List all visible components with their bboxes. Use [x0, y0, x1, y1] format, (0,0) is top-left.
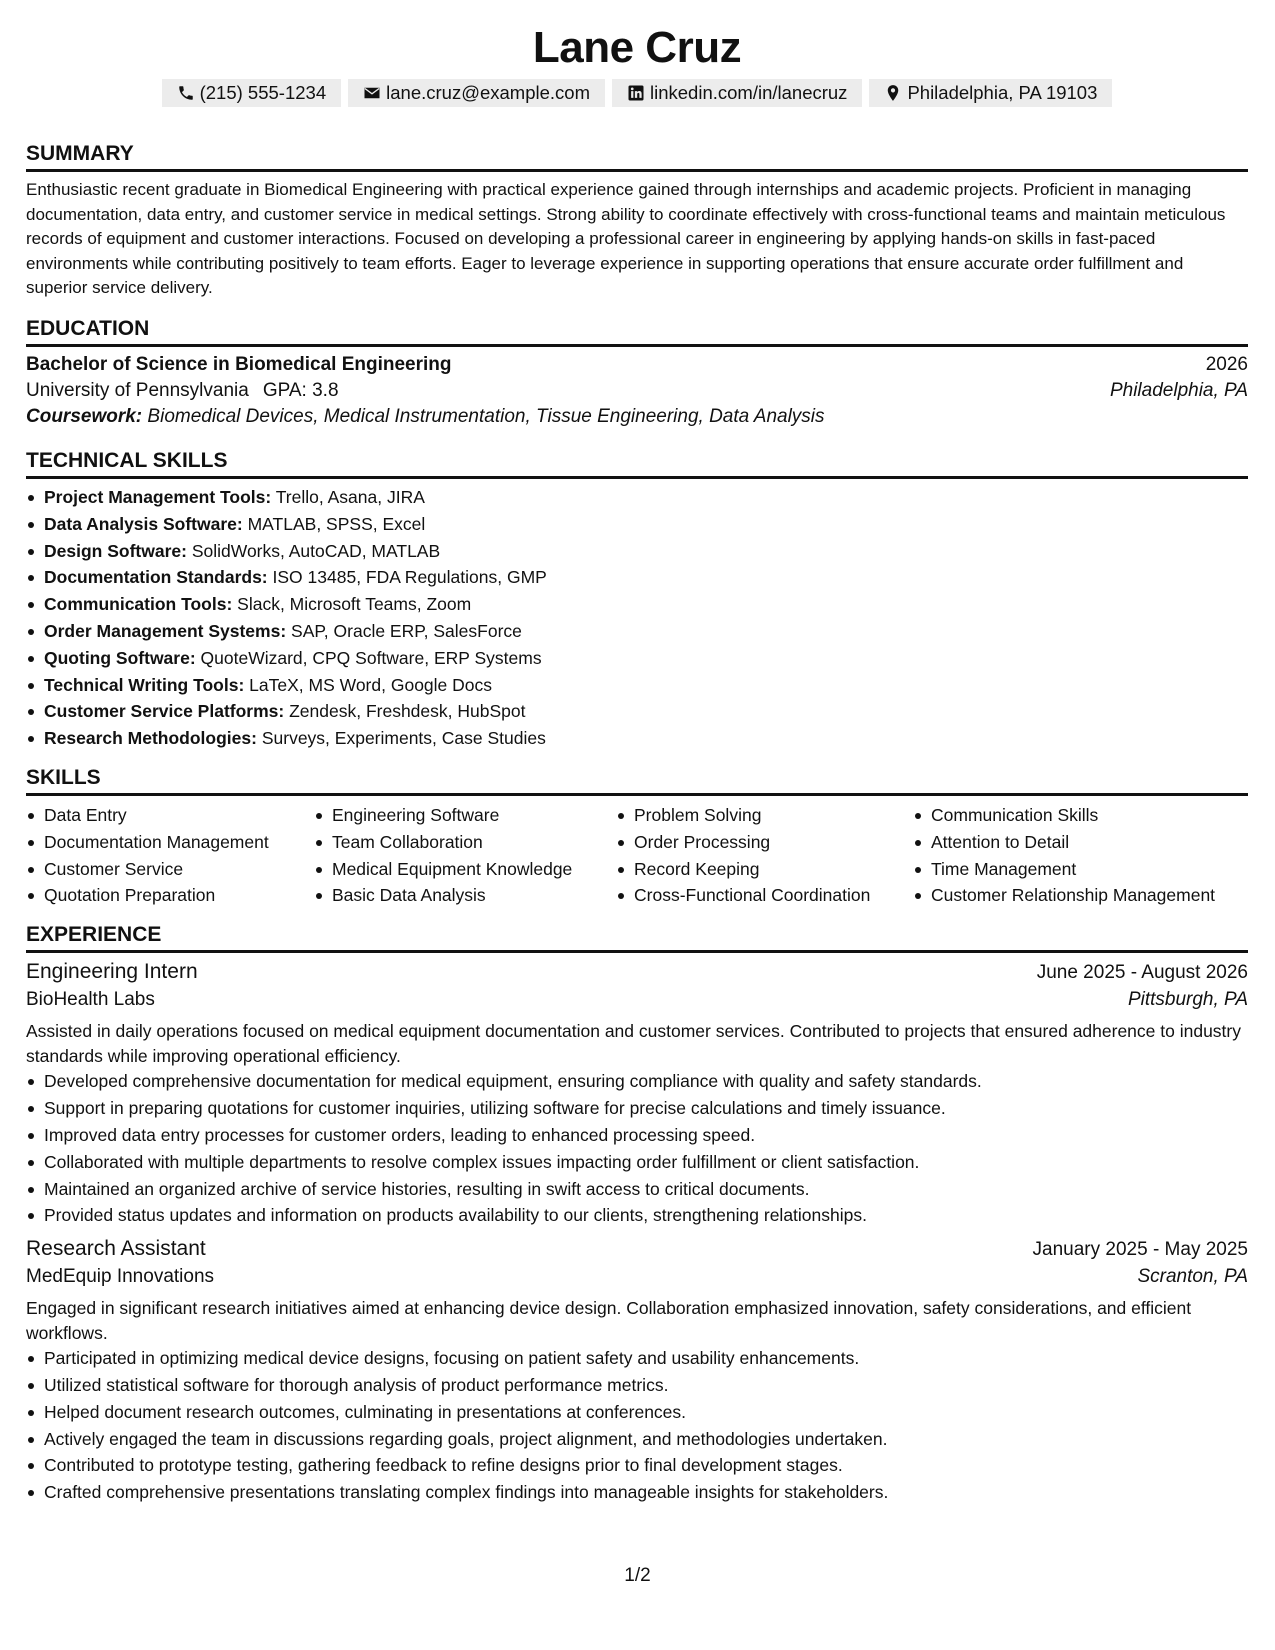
skill-values: QuoteWizard, CPQ Software, ERP Systems [200, 647, 542, 668]
skill-category: Customer Service Platforms: [44, 701, 285, 722]
coursework-label: Coursework: [26, 405, 143, 427]
experience-section [26, 922, 1248, 1506]
skill-category: Documentation Standards: [44, 567, 268, 588]
education-heading: EDUCATION [26, 316, 1248, 347]
location-text: Philadelphia, PA 19103 [907, 82, 1098, 103]
skill-category: Project Management Tools: [44, 486, 272, 507]
list-item [26, 645, 1248, 672]
coursework-list: Biomedical Devices, Medical Instrumentation, Tissue Engineering, Data Analysis [147, 405, 825, 427]
skills-heading: SKILLS [26, 765, 1248, 796]
skill-values: ISO 13485, FDA Regulations, GMP [272, 567, 547, 588]
skill-values: Trello, Asana, JIRA [275, 486, 425, 507]
list-item [26, 591, 1248, 618]
skill-category: Communication Tools: [44, 594, 233, 615]
school-location: Philadelphia, PA [1109, 379, 1248, 401]
education-section [26, 316, 1248, 428]
technical-skills-list [26, 484, 1248, 752]
list-item: Customer Relationship Management [913, 882, 1248, 909]
list-item: Customer Service [26, 856, 314, 883]
skill-category: Quoting Software: [44, 647, 196, 668]
linkedin-icon [627, 84, 645, 102]
list-item: Cross-Functional Coordination [616, 882, 913, 909]
contact-email[interactable] [348, 79, 605, 107]
skills-section [26, 765, 1248, 909]
phone-text: (215) 555-1234 [199, 82, 327, 103]
skill-values: SAP, Oracle ERP, SalesForce [291, 620, 522, 641]
list-item [26, 618, 1248, 645]
list-item: Time Management [913, 856, 1248, 883]
company-name: BioHealth Labs [26, 989, 155, 1011]
school-name: University of Pennsylvania [26, 379, 249, 401]
list-item [26, 484, 1248, 511]
skill-category: Design Software: [44, 540, 187, 561]
list-item: Contributed to prototype testing, gathering feedback to refine designs prior to final development stages. [26, 1452, 1248, 1479]
list-item: Record Keeping [616, 856, 913, 883]
job-entry [26, 960, 1248, 1229]
list-item [26, 725, 1248, 752]
linkedin-text: linkedin.com/in/lanecruz [650, 82, 848, 103]
job-description: Engaged in significant research initiatives aimed at enhancing device design. Collaboration emphasized innovation, safety considerations, and efficient workflows. [26, 1298, 1192, 1343]
skills-grid [26, 802, 1248, 909]
company-name: MedEquip Innovations [26, 1266, 215, 1288]
summary-section [26, 141, 1248, 301]
list-item: Collaborated with multiple departments to resolve complex issues impacting order fulfillment or client satisfaction. [26, 1149, 1248, 1176]
list-item: Actively engaged the team in discussions regarding goals, project alignment, and methodologies undertaken. [26, 1426, 1248, 1453]
skill-category: Technical Writing Tools: [44, 674, 245, 695]
skill-values: MATLAB, SPSS, Excel [247, 513, 426, 534]
job-title-row [26, 1237, 1248, 1261]
envelope-icon [363, 84, 381, 102]
list-item [26, 564, 1248, 591]
list-item: Quotation Preparation [26, 882, 314, 909]
education-school-row [26, 380, 1248, 402]
list-item: Improved data entry processes for customer orders, leading to enhanced processing speed. [26, 1122, 1248, 1149]
contact-bar [26, 79, 1248, 107]
job-company-row [26, 989, 1248, 1011]
job-dates: January 2025 - May 2025 [1032, 1239, 1248, 1261]
job-title: Engineering Intern [26, 960, 198, 984]
list-item: Documentation Management [26, 829, 314, 856]
skill-values: SolidWorks, AutoCAD, MATLAB [191, 540, 441, 561]
summary-heading: SUMMARY [26, 141, 1248, 172]
technical-skills-heading: TECHNICAL SKILLS [26, 448, 1248, 479]
list-item: Maintained an organized archive of service histories, resulting in swift access to critical documents. [26, 1176, 1248, 1203]
list-item: Helped document research outcomes, culminating in presentations at conferences. [26, 1399, 1248, 1426]
list-item [26, 672, 1248, 699]
job-bullets [26, 1345, 1248, 1506]
list-item: Support in preparing quotations for customer inquiries, utilizing software for precise calculations and timely issuance. [26, 1095, 1248, 1122]
job-company-row [26, 1266, 1248, 1288]
list-item: Order Processing [616, 829, 913, 856]
candidate-name: Lane Cruz [532, 23, 742, 72]
map-pin-icon [884, 84, 902, 102]
skill-values: Surveys, Experiments, Case Studies [261, 728, 546, 749]
resume-page [26, 22, 1248, 1506]
experience-heading: EXPERIENCE [26, 922, 1248, 953]
school-line [26, 380, 339, 402]
job-title: Research Assistant [26, 1237, 206, 1261]
list-item: Basic Data Analysis [314, 882, 616, 909]
list-item [26, 698, 1248, 725]
list-item: Provided status updates and information on products availability to our clients, strengthening relationships. [26, 1202, 1248, 1229]
skills-column-3 [616, 802, 913, 909]
list-item: Medical Equipment Knowledge [314, 856, 616, 883]
job-location: Pittsburgh, PA [1127, 989, 1248, 1011]
list-item [26, 538, 1248, 565]
contact-location [869, 79, 1112, 107]
job-dates: June 2025 - August 2026 [1036, 962, 1248, 984]
skills-column-2 [314, 802, 616, 909]
list-item: Utilized statistical software for thorough analysis of product performance metrics. [26, 1372, 1248, 1399]
job-description: Assisted in daily operations focused on medical equipment documentation and customer services. Contributed to projects that ensured adherence to industry standards while improving operational efficiency. [26, 1021, 1241, 1066]
email-text: lane.cruz@example.com [386, 82, 590, 103]
list-item: Crafted comprehensive presentations translating complex findings into manageable insights for stakeholders. [26, 1479, 1248, 1506]
skill-values: Slack, Microsoft Teams, Zoom [237, 594, 472, 615]
skill-category: Order Management Systems: [44, 620, 287, 641]
coursework-line [26, 406, 1248, 428]
job-bullets [26, 1068, 1248, 1229]
page-number: 1/2 [624, 1565, 651, 1586]
job-location: Scranton, PA [1137, 1266, 1248, 1288]
list-item: Engineering Software [314, 802, 616, 829]
list-item: Communication Skills [913, 802, 1248, 829]
list-item: Team Collaboration [314, 829, 616, 856]
list-item: Problem Solving [616, 802, 913, 829]
list-item [26, 511, 1248, 538]
skill-category: Research Methodologies: [44, 728, 257, 749]
contact-phone[interactable] [162, 79, 342, 107]
skills-column-1 [26, 802, 314, 909]
skills-column-4 [913, 802, 1248, 909]
technical-skills-section [26, 448, 1248, 752]
skill-values: LaTeX, MS Word, Google Docs [249, 674, 493, 695]
phone-icon [177, 84, 195, 102]
job-title-row [26, 960, 1248, 984]
gpa: GPA: 3.8 [262, 379, 339, 401]
graduation-year: 2026 [1205, 353, 1248, 375]
list-item: Data Entry [26, 802, 314, 829]
list-item: Attention to Detail [913, 829, 1248, 856]
job-entry [26, 1237, 1248, 1506]
contact-linkedin[interactable] [612, 79, 862, 107]
summary-text: Enthusiastic recent graduate in Biomedical Engineering with practical experience gained through internships and academic projects. Proficient in managing documentation, data entry, and customer service in medical settings. Strong ability to coordinate effectively with cross-functional teams and maintain meticulous records of equipment and customer interactions. Focused on developing a professional career in engineering by applying hands-on skills in fast-paced environments while contributing positively to team efforts. Eager to leverage experience in supporting operations that ensure accurate order fulfillment and superior service delivery. [26, 180, 1226, 298]
degree-name: Bachelor of Science in Biomedical Engineering [26, 353, 452, 375]
education-degree-row [26, 354, 1248, 376]
skill-values: Zendesk, Freshdesk, HubSpot [289, 701, 526, 722]
list-item: Developed comprehensive documentation for medical equipment, ensuring compliance with quality and safety standards. [26, 1068, 1248, 1095]
skill-category: Data Analysis Software: [44, 513, 243, 534]
list-item: Participated in optimizing medical device designs, focusing on patient safety and usability enhancements. [26, 1345, 1248, 1372]
